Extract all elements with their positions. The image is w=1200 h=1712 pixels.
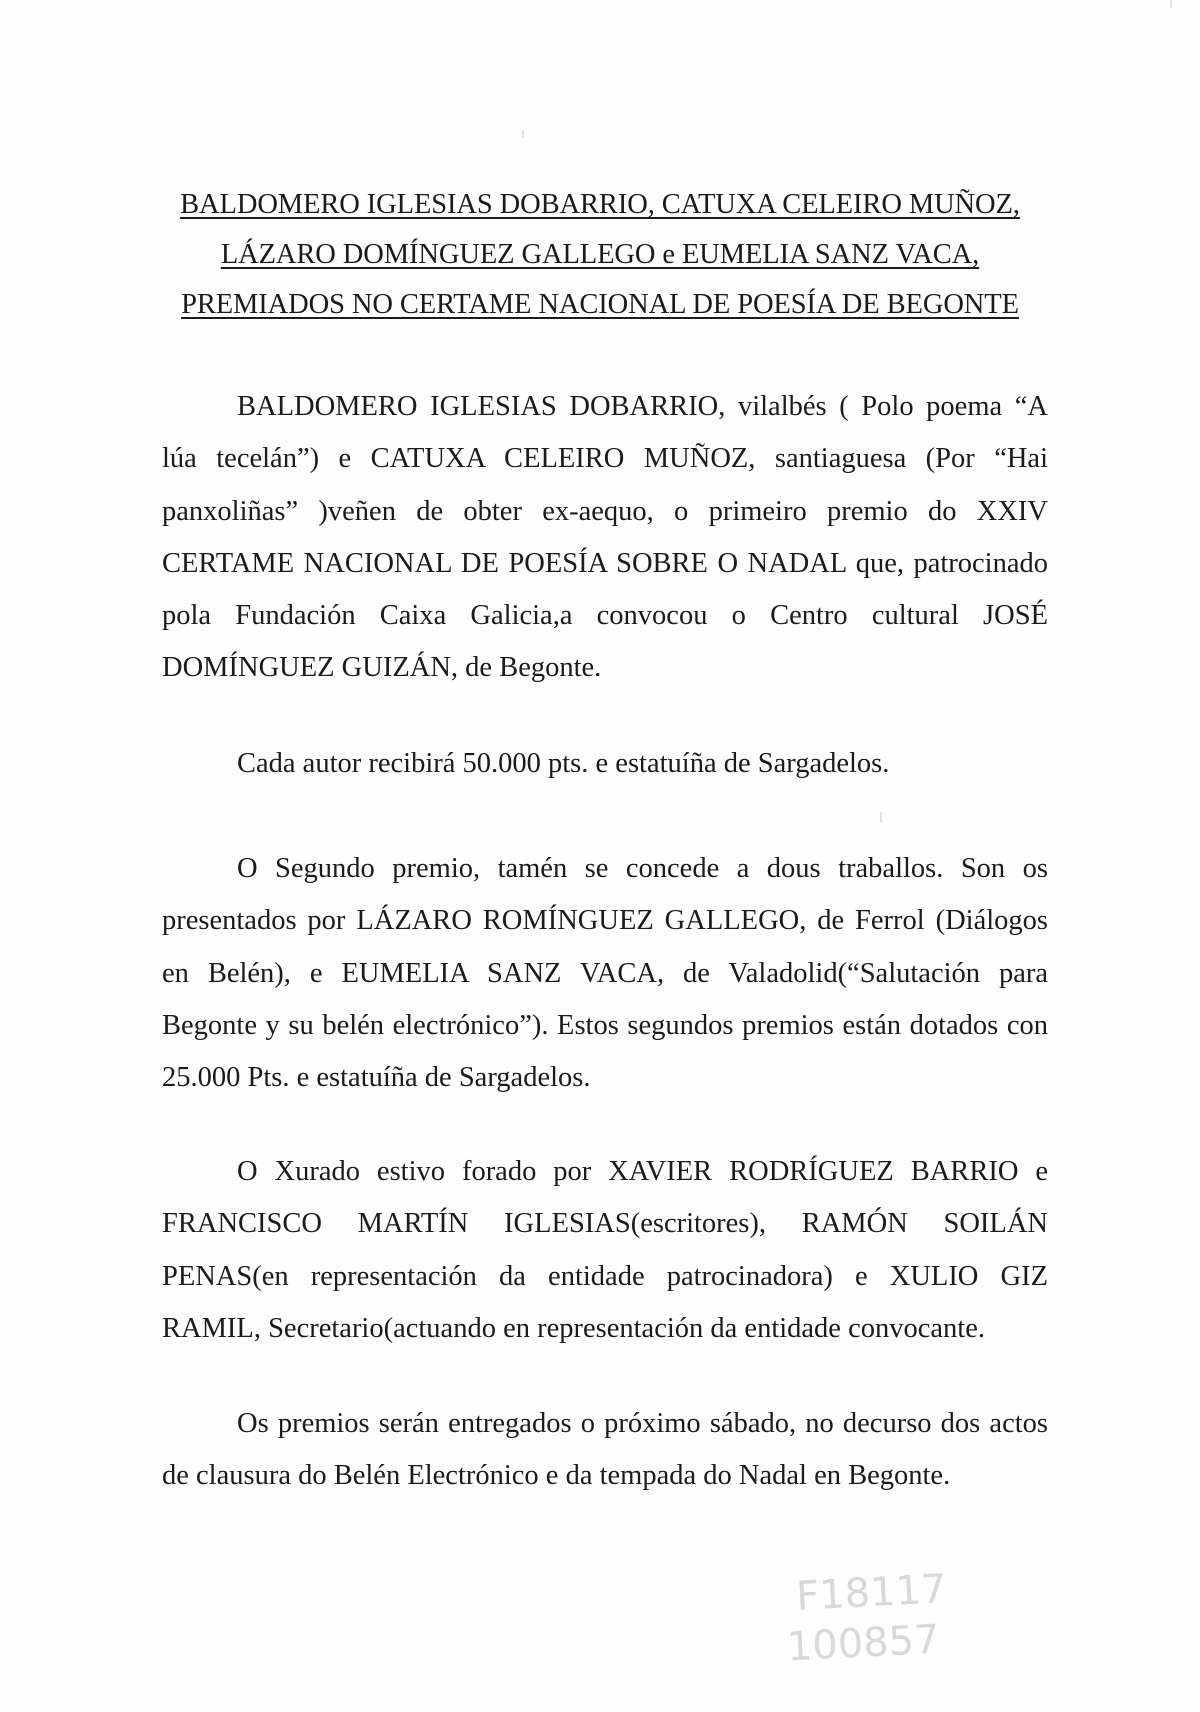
archive-handwritten-note (785, 1564, 960, 1672)
paragraph-second-prize: O Segundo premio, tamén se concede a dous traballos. Son os presentados por LÁZARO ROMÍNGUEZ GALLEGO, de Ferrol (Diálogos en Belén), e EUMELIA SANZ VACA, de Valadolid(“Salutación para Begonte y su belén electrónico”). Estos segundos premios están dotados con 25.000 Pts. e estatuíña de Sargadelos. (162, 853, 1048, 1094)
archive-note-line-2: 100857 (785, 1616, 941, 1671)
paragraph-prize-amount: Cada autor recibirá 50.000 pts. e estatuíña de Sargadelos. (237, 748, 890, 779)
scan-mark (880, 812, 882, 822)
title-line-1: BALDOMERO IGLESIAS DOBARRIO, CATUXA CELEIRO MUÑOZ, (180, 189, 1020, 220)
paragraph-first-prize: BALDOMERO IGLESIAS DOBARRIO, vilalbés ( Polo poema “A lúa tecelán”) e CATUXA CELEIRO MUÑOZ, santiaguesa (Por “Hai panxoliñas” )veñen de obter ex-aequo, o primeiro premio do XXIV CERTAME NACIONAL DE POESÍA SOBRE O NADAL que, patrocinado pola Fundación Caixa Galicia,a convocou o Centro cultural JOSÉ DOMÍNGUEZ GUIZÁN, de Begonte. (162, 391, 1048, 684)
paragraph-award-ceremony: Os premios serán entregados o próximo sábado, no decurso dos actos de clausura do Belén Electrónico e da tempada do Nadal en Begonte. (162, 1408, 1048, 1492)
archive-note-line-1: F18117 (795, 1566, 948, 1620)
scan-mark (1170, 0, 1172, 8)
paragraph-jury: O Xurado estivo forado por XAVIER RODRÍGUEZ BARRIO e FRANCISCO MARTÍN IGLESIAS(escritores), RAMÓN SOILÁN PENAS(en representación da entidade patrocinadora) e XULIO GIZ RAMIL, Secretario(actuando en representación da entidade convocante. (162, 1156, 1048, 1344)
title-line-3: PREMIADOS NO CERTAME NACIONAL DE POESÍA DE BEGONTE (181, 289, 1019, 320)
document-title (150, 180, 1050, 330)
scan-mark (522, 130, 524, 138)
title-line-2: LÁZARO DOMÍNGUEZ GALLEGO e EUMELIA SANZ VACA, (220, 239, 980, 270)
